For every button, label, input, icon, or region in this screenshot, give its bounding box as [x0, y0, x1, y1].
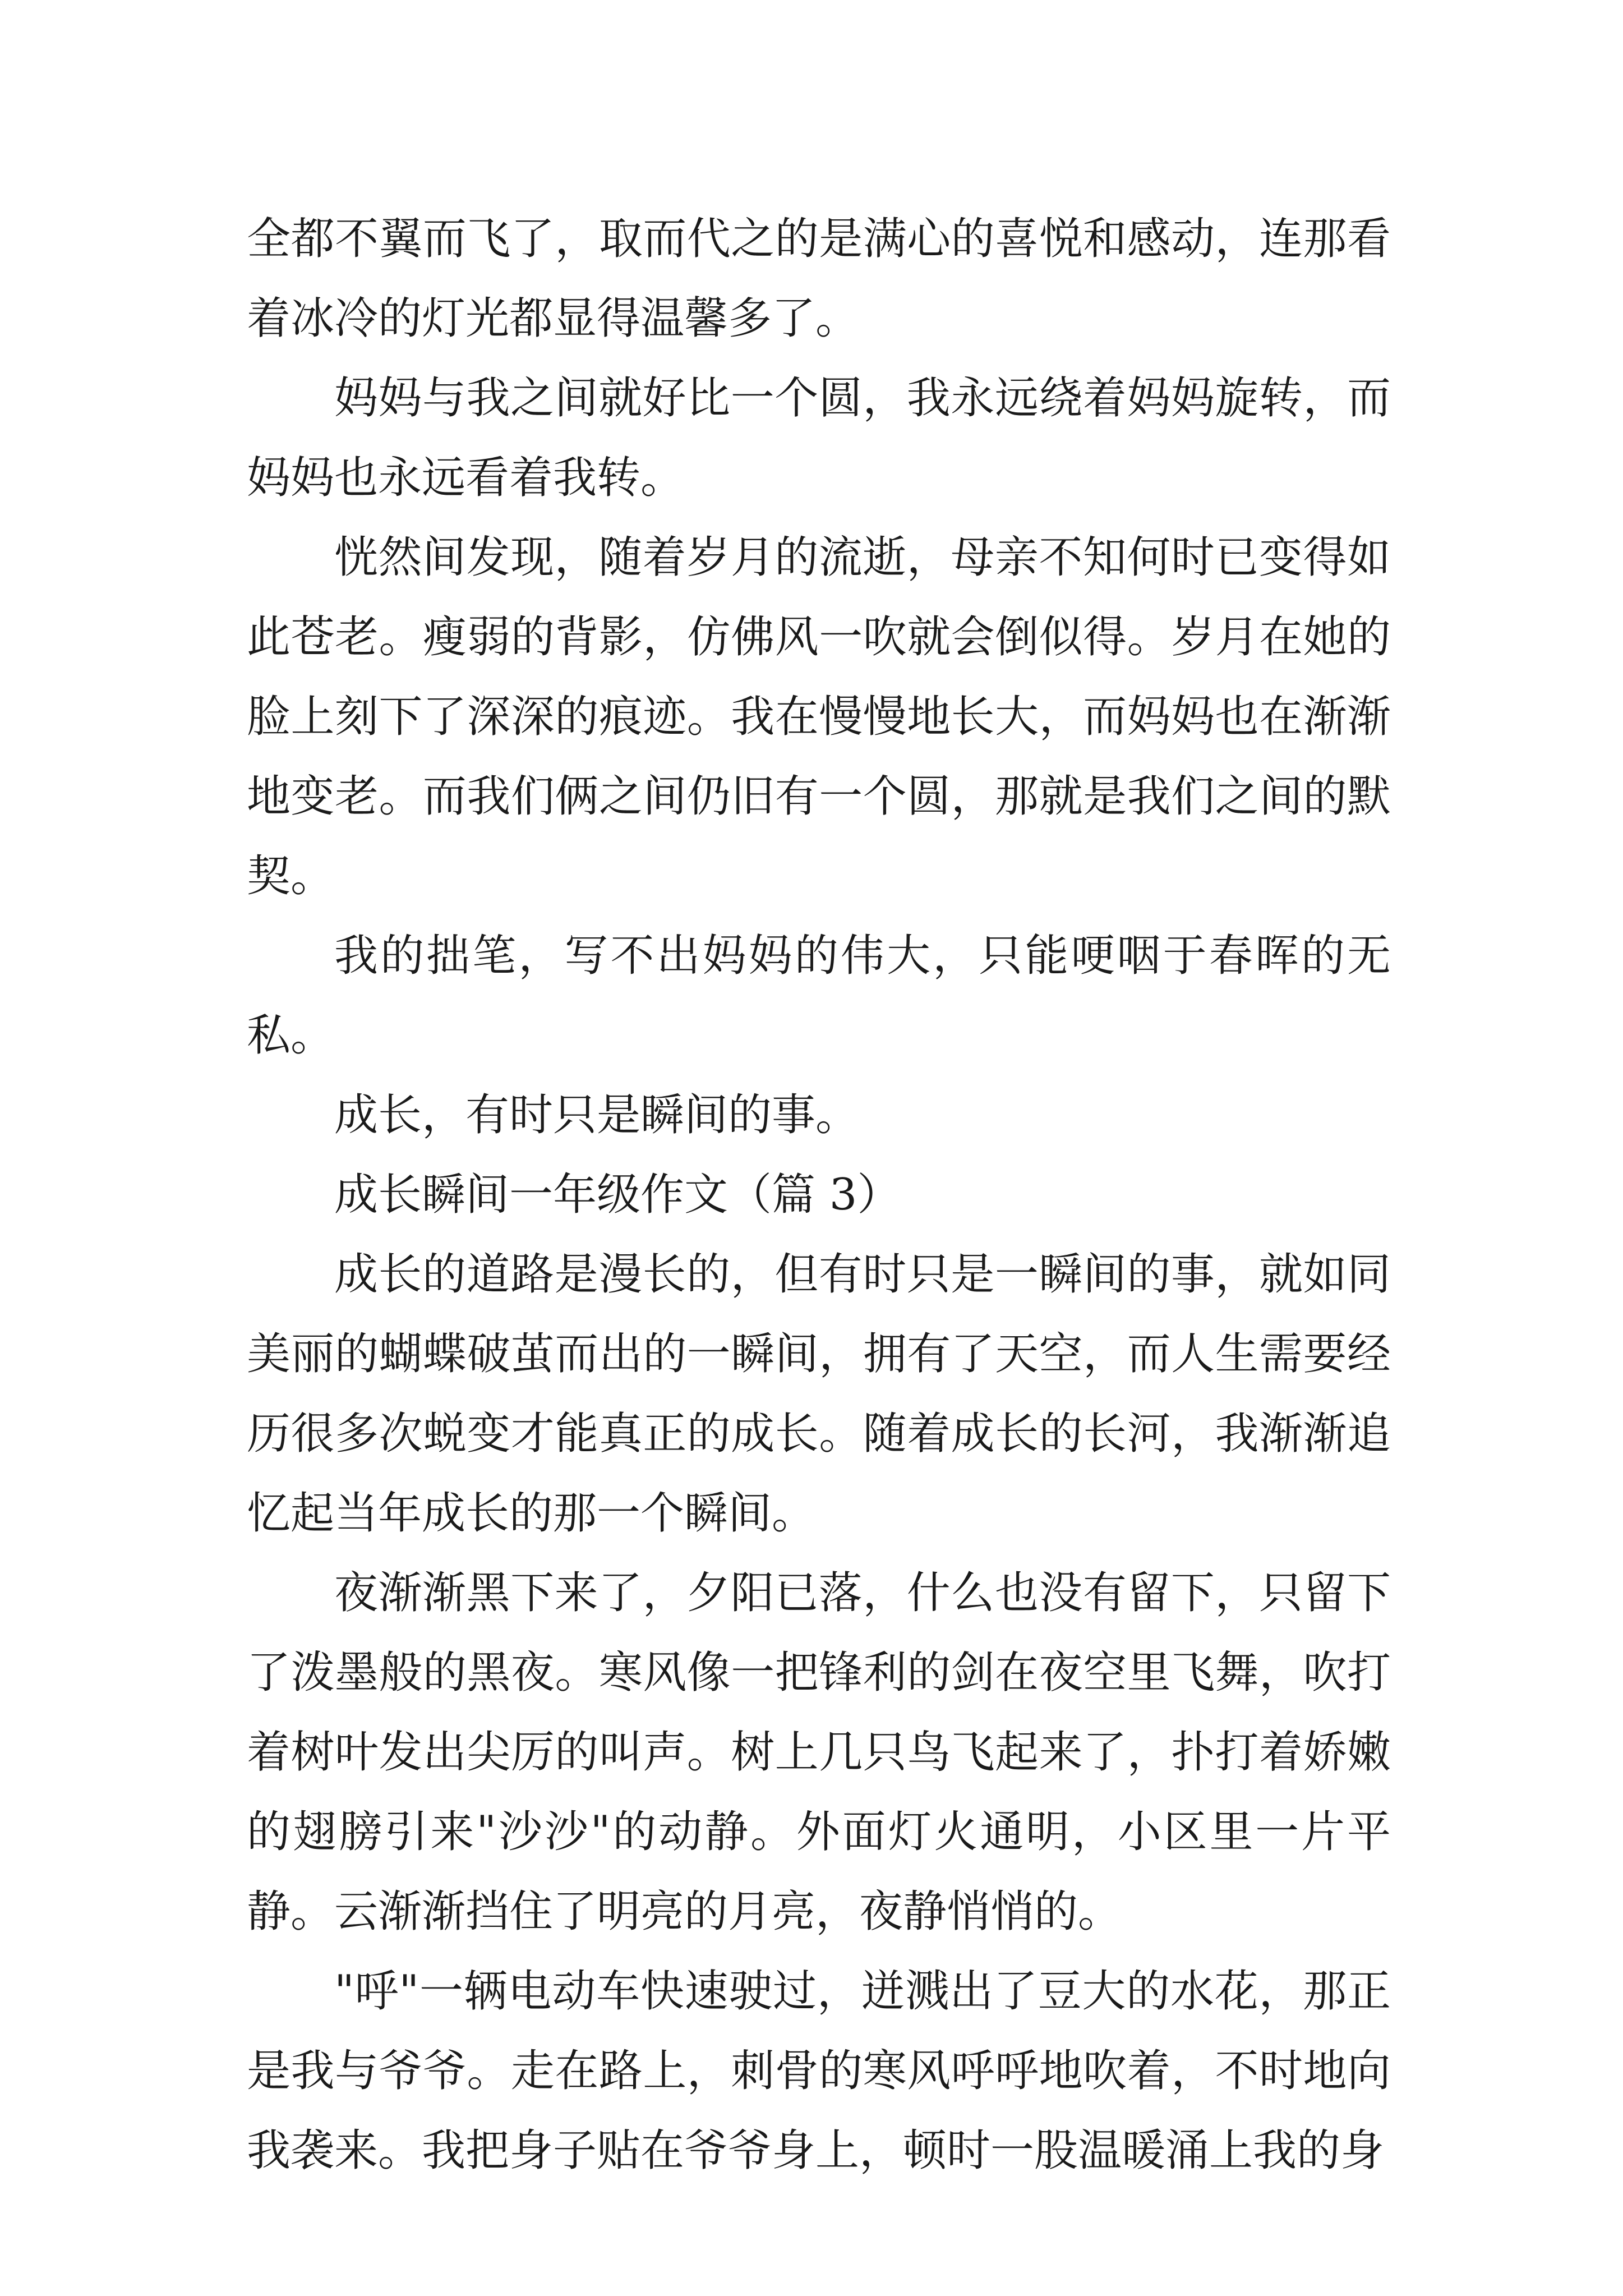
section-heading: 成长瞬间一年级作文（篇 3）	[334, 1170, 901, 1220]
paragraph-8: "呼"一辆电动车快速驶过，迸溅出了豆大的水花，那正是我与爷爷。走在路上，刺骨的寒风呼呼地吹着，不时地向我袭来。我把身子贴在爷爷身上，顿时一股温暖涌上我的身	[247, 1966, 1391, 2176]
paragraph-3: 恍然间发现，随着岁月的流逝，母亲不知何时已变得如此苍老。瘦弱的背影，仿佛风一吹就会倒似得。岁月在她的脸上刻下了深深的痕迹。我在慢慢地长大，而妈妈也在渐渐地变老。而我们俩之间仍旧有一个圆，那就是我们之间的默契。	[247, 532, 1391, 901]
paragraph-2: 妈妈与我之间就好比一个圆，我永远绕着妈妈旋转，而妈妈也永远看着我转。	[247, 373, 1391, 503]
paragraph-7: 夜渐渐黑下来了，夕阳已落，什么也没有留下，只留下了泼墨般的黑夜。寒风像一把锋利的剑在夜空里飞舞，吹打着树叶发出尖厉的叫声。树上几只鸟飞起来了，扑打着娇嫩的翅膀引来"沙沙"的动静。外面灯火通明，小区里一片平静。云渐渐挡住了明亮的月亮，夜静悄悄的。	[247, 1568, 1391, 1937]
body-text	[247, 199, 1391, 2191]
paragraph-6: 成长的道路是漫长的，但有时只是一瞬间的事，就如同美丽的蝴蝶破茧而出的一瞬间，拥有了天空，而人生需要经历很多次蜕变才能真正的成长。随着成长的长河，我渐渐追忆起当年成长的那一个瞬间。	[247, 1249, 1391, 1539]
paragraph-4: 我的拙笔，写不出妈妈的伟大，只能哽咽于春晖的无私。	[247, 931, 1391, 1061]
paragraph-5: 成长，有时只是瞬间的事。	[334, 1090, 860, 1140]
paragraph-1: 全都不翼而飞了，取而代之的是满心的喜悦和感动，连那看着冰冷的灯光都显得温馨多了。	[247, 214, 1391, 344]
